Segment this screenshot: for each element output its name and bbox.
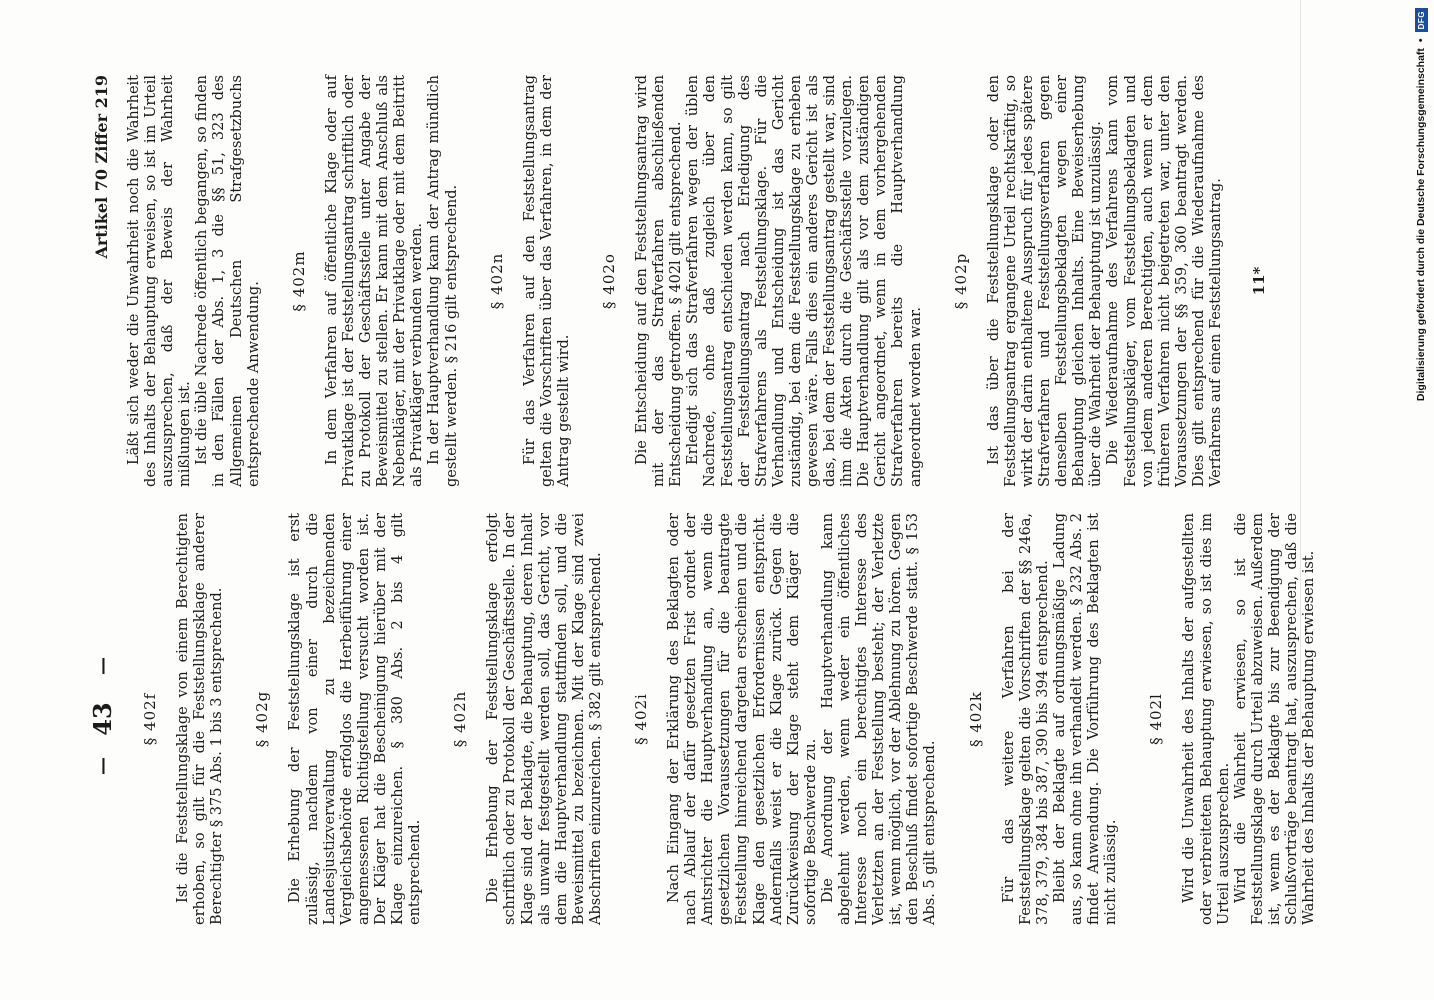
section-heading: § 402o: [599, 253, 618, 309]
section-heading: § 402k: [966, 691, 985, 747]
page-edge-line: [1300, 0, 1301, 925]
section-heading: § 402p: [951, 252, 970, 310]
paragraph: Nach Eingang der Erklärung des Beklagten oder nach Ablauf der dafür gesetzten Frist ordnet der Amtsrichter die Hauptverhandlung an, wenn die gesetzlichen Voraussetzungen für die beantragte Feststellung hinreichend dargetan erscheinen und die Klage den gesetzlichen Erfordernissen entspricht. Andernfalls weist er die Klage zurück. Gegen die Zurückweisung der Klage steht dem Kläger die sofortige Beschwerde zu.: [666, 513, 819, 925]
page-body: [0, 75, 1318, 925]
section-heading: § 402h: [451, 690, 470, 748]
right-text-column: [126, 75, 1268, 487]
paragraph: Die Anordnung der Hauptverhandlung kann abgelehnt werden, wenn weder ein öffentliches Interesse noch ein berechtigtes Interesse des Verletzten an der Feststellung besteht; der Verletzte ist, wenn möglich, vor der Ablehnung zu hören. Gegen den Beschluß findet sofortige Beschwerde statt. § 153 Abs. 5 gilt entsprechend.: [819, 513, 939, 925]
paragraph: Erledigt sich das Strafverfahren wegen der üblen Nachrede, ohne daß zugleich über den Feststellungsantrag entschieden werden kann, so gilt der Feststellungsantrag nach Erledigung des Strafverfahrens als Feststellungsklage. Für die Verhandlung und Entscheidung ist das Gericht zuständig, bei dem die Feststellungsklage zu erheben gewesen wäre. Falls dies ein anderes Gericht ist als das, bei dem der Feststellungsantrag gestellt war, sind ihm die Akten durch die Geschäftsstelle vorzulegen. Die Hauptverhandlung gilt als vor dem zuständigen Gericht angeordnet, wenn in dem vorhergehenden Strafverfahren bereits die Hauptverhandlung angeordnet worden war.: [685, 75, 924, 487]
paragraph: Ist die üble Nachrede öffentlich begangen, so finden in den Fällen der Abs. 1, 3 die §§ 51, 323 des Allgemeinen Deutschen Strafgesetzbuchs entsprechende Anwendung.: [194, 75, 262, 487]
dfg-logo: DFG: [1415, 8, 1428, 32]
paragraph: Wird die Wahrheit erwiesen, so ist die Feststellungsklage durch Urteil abzuweisen. Außerdem ist, wenn es der Beklagte bis zur Beendigung der Schlußvorträge beantragt hat, auszusprechen, daß die Wahrheit des Inhalts der Behauptung erwiesen ist.: [1232, 513, 1318, 925]
page-number: 43: [88, 702, 117, 736]
section-heading: § 402m: [289, 250, 308, 312]
section-heading: § 402f: [141, 692, 159, 746]
paragraph: Die Erhebung der Feststellungsklage erfolgt schriftlich oder zu Protokoll der Geschäftsstelle. In der Klage sind der Beklagte, die Behauptung, deren Inhalt als unwahr festgestellt werden soll, das Gericht, vor dem die Hauptverhandlung stattfinden soll, und die Beweismittel zu bezeichnen. Mit der Klage sind zwei Abschriften einzureichen. § 382 gilt entsprechend.: [485, 513, 604, 925]
digitization-credit: [1410, 8, 1432, 1000]
section-heading: § 402i: [631, 693, 650, 745]
left-text-column: [126, 513, 1318, 925]
section-heading: § 402n: [487, 252, 506, 310]
paragraph: Die Wiederaufnahme des Verfahrens kann vom Feststellungskläger, vom Feststellungsbeklagten und von jedem anderen Berechtigten, auch wenn er dem früheren Verfahren nicht beigetreten war, unter den Voraussetzungen der §§ 359, 360 beantragt werden. Dies gilt entsprechend für die Wiederaufnahme des Verfahrens auf einen Feststellungsantrag.: [1105, 75, 1224, 487]
paragraph: In der Hauptverhandlung kann der Antrag mündlich gestellt werden. § 216 gilt entsprechend.: [426, 75, 460, 487]
section-heading: § 402l: [1147, 693, 1166, 745]
header-dash-left: —: [92, 757, 113, 775]
printer-signature: 11*: [1250, 266, 1269, 296]
paragraph: Die Entscheidung auf den Feststellungsantrag wird mit der das Strafverfahren abschließenden Entscheidung getroffen. § 402l gilt entsprechend.: [634, 75, 685, 487]
paragraph: Bleibt der Beklagte auf ordnungsmäßige Ladung aus, so kann ohne ihn verhandelt werden. § 232 Abs. 2 findet Anwendung. Die Vorführung des Beklagten ist nicht zulässig.: [1051, 513, 1120, 925]
paragraph: Läßt sich weder die Unwahrheit noch die Wahrheit des Inhalts der Behauptung erweisen, so ist im Urteil auszusprechen, daß der Beweis der Wahrheit mißlungen ist.: [126, 75, 194, 487]
paragraph: Wird die Unwahrheit des Inhalts der aufgestellten oder verbreiteten Behauptung erwiesen, so ist dies im Urteil auszusprechen.: [1181, 513, 1232, 925]
section-heading: § 402g: [253, 690, 272, 748]
paragraph: Für das weitere Verfahren bei der Feststellungsklage gelten die Vorschriften der §§ 246a, 378, 379, 384 bis 387, 390 bis 394 entsprechend.: [1000, 513, 1051, 925]
page-header: [88, 75, 124, 925]
credit-text: Digitalisierung gefördert durch die Deutsche Forschungsgemeinschaft: [1415, 48, 1427, 402]
paragraph: In dem Verfahren auf öffentliche Klage oder auf Privatklage ist der Feststellungsantrag schriftlich oder zu Protokoll der Geschäftsstelle unter Angabe der Beweismittel zu stellen. Er kann mit dem Anschluß als Nebenkläger, mit der Privatklage oder mit dem Beitritt als Privatkläger verbunden werden.: [323, 75, 426, 487]
paragraph: Ist die Feststellungsklage von einem Berechtigten erhoben, so gilt für die Feststellungsklage anderer Berechtigter § 375 Abs. 1 bis 3 entsprechend.: [175, 513, 226, 925]
header-dash-right: —: [92, 657, 113, 675]
article-heading: Artikel 70 Ziffer 219: [92, 75, 111, 259]
paragraph: Für das Verfahren auf den Feststellungsantrag gelten die Vorschriften über das Verfahren, in dem der Antrag gestellt wird.: [521, 75, 572, 487]
paragraph: Ist das über die Feststellungsklage oder den Feststellungsantrag ergangene Urteil rechtskräftig, so wirkt der darin enthaltene Ausspruch für jedes spätere Strafverfahren und Feststellungsverfahren gegen denselben Feststellungsbeklagten wegen einer Behauptung gleichen Inhalts. Eine Beweiserhebung über die Wahrheit der Behauptung ist unzulässig.: [985, 75, 1105, 487]
paragraph: Die Erhebung der Feststellungsklage ist erst zulässig, nachdem von einer durch die Landesjustizverwaltung zu bezeichnenden Vergleichsbehörde erfolglos die Herbeiführung einer angemessenen Richtigstellung versucht worden ist. Der Kläger hat die Bescheinigung hierüber mit der Klage einzureichen. § 380 Abs. 2 bis 4 gilt entsprechend.: [287, 513, 424, 925]
credit-separator: •: [1415, 38, 1427, 43]
